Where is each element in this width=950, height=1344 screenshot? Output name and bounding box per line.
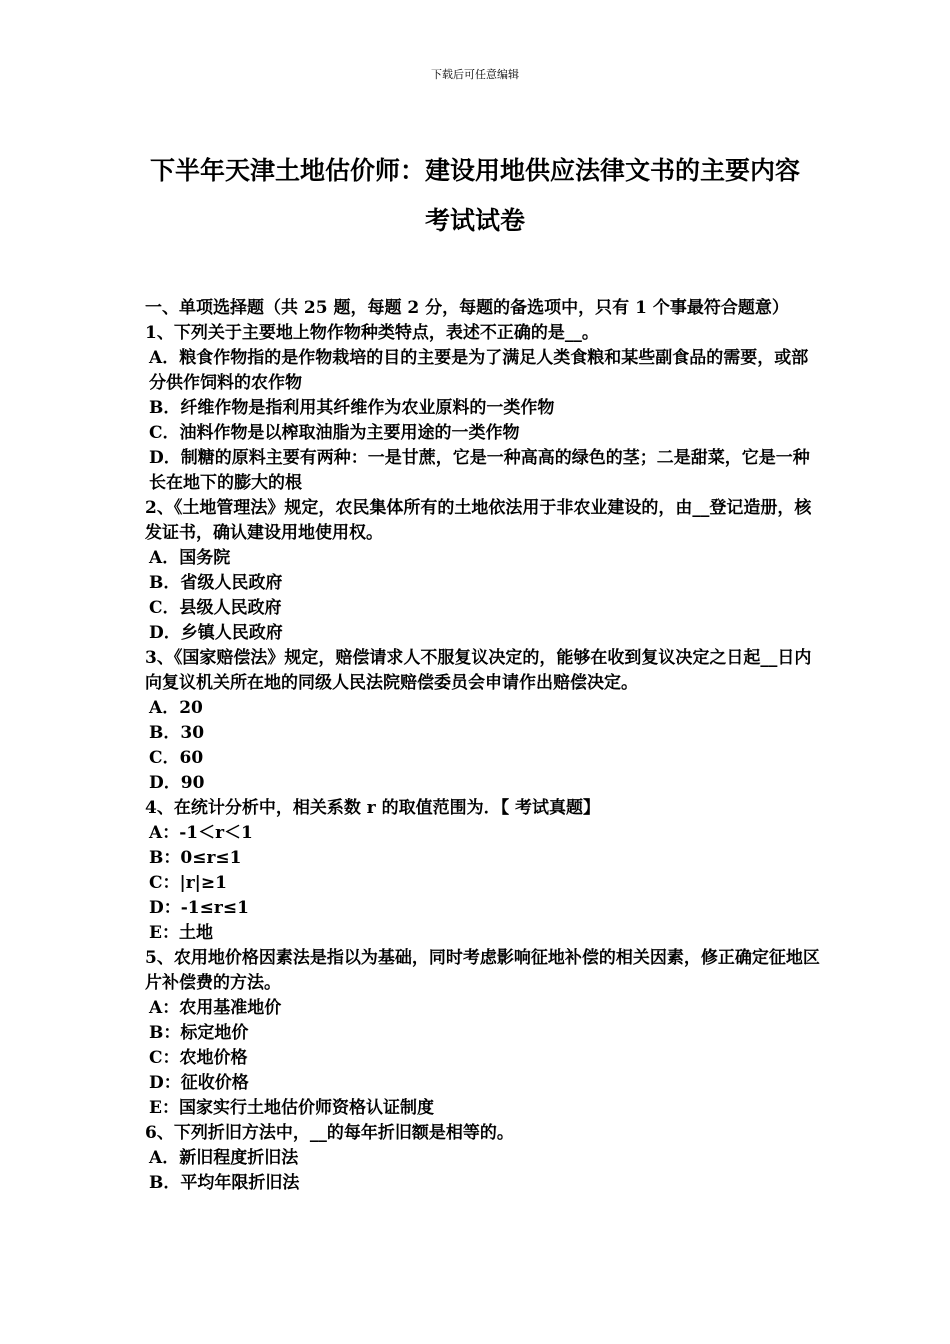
question-stem: 5、农用地价格因素法是指以为基础，同时考虑影响征地补偿的相关因素，修正确定征地区片补偿费的方法。 [145,948,820,993]
answer-option: B：标定地价 [149,1023,249,1043]
answer-option: E：国家实行土地估价师资格认证制度 [149,1098,434,1118]
document-title: 下半年天津土地估价师：建设用地供应法律文书的主要内容考试试卷 [150,156,801,235]
page-header: 下载后可任意编辑 [431,68,519,81]
answer-option: E：土地 [149,923,213,943]
answer-option: C：农地价格 [149,1048,248,1068]
answer-option: D：征收价格 [149,1073,249,1093]
answer-option: B．省级人民政府 [149,573,283,593]
answer-option: B：0≤r≤1 [149,848,242,868]
answer-option: C．县级人民政府 [149,598,282,618]
answer-option: A．20 [149,698,203,718]
question-stem: 2、《土地管理法》规定，农民集体所有的土地依法用于非农业建设的，由__登记造册，核发证书，确认建设用地使用权。 [145,498,812,543]
answer-option: D．90 [149,773,205,793]
question-stem: 3、《国家赔偿法》规定，赔偿请求人不服复议决定的，能够在收到复议决定之日起__日内向复议机关所在地的同级人民法院赔偿委员会申请作出赔偿决定。 [145,648,812,693]
question-stem: 4、在统计分析中，相关系数 r 的取值范围为．【 考试真题】 [145,798,601,818]
answer-option: A．粮食作物指的是作物栽培的目的主要是为了满足人类食粮和某些副食品的需要，或部分供作饲料的农作物 [149,348,809,393]
section-heading: 一、单项选择题（共 25 题，每题 2 分，每题的备选项中，只有 1 个事最符合题意） [145,298,789,318]
answer-option: D．制糖的原料主要有两种：一是甘蔗，它是一种高高的绿色的茎；二是甜菜，它是一种长在地下的膨大的根 [149,448,810,493]
answer-option: D．乡镇人民政府 [149,623,283,643]
answer-option: B．30 [149,723,205,743]
answer-option: C．油料作物是以榨取油脂为主要用途的一类作物 [149,423,520,443]
answer-option: C．60 [149,748,204,768]
answer-option: A：-1＜r＜1 [149,823,253,843]
question-stem: 1、下列关于主要地上物作物种类特点，表述不正确的是__。 [145,323,599,343]
answer-option: B．纤维作物是指利用其纤维作为农业原料的一类作物 [149,398,555,418]
answer-option: C：|r|≥1 [149,873,227,893]
answer-option: A．新旧程度折旧法 [149,1148,299,1168]
answer-option: A：农用基准地价 [149,998,282,1018]
question-stem: 6、下列折旧方法中，__的每年折旧额是相等的。 [145,1123,514,1143]
exam-content [145,296,825,1196]
answer-option: A．国务院 [149,548,231,568]
answer-option: D：-1≤r≤1 [149,898,249,918]
answer-option: B．平均年限折旧法 [149,1173,300,1193]
